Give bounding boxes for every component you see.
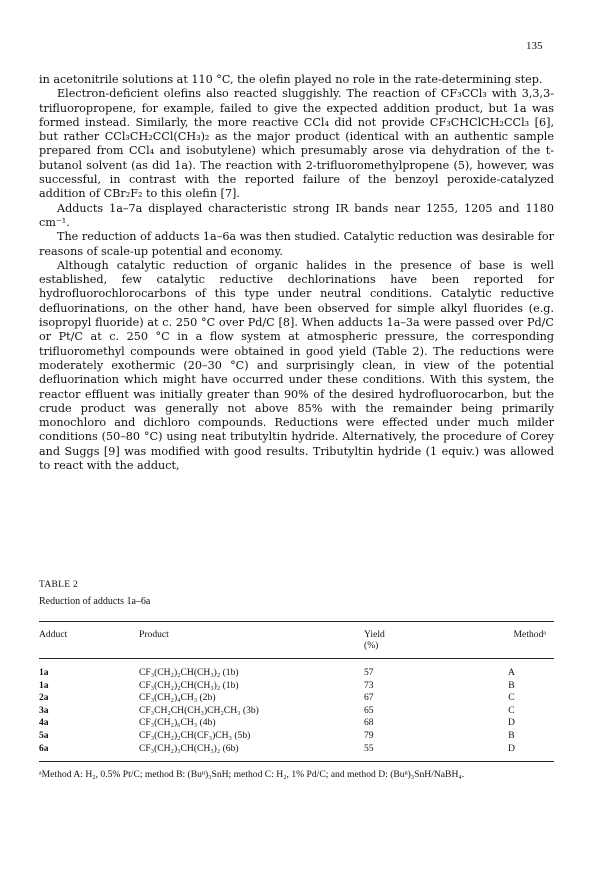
reduction-table: [39, 621, 554, 762]
table-row: [39, 705, 554, 718]
paragraph: Electron-deficient olefins also reacted sluggishly. The reaction of CF₃CCl₃ with 3,3,3-trifluoropropene, for example, failed to give the expected addition product, but 1a was formed instead. Similarly, the more reactive CCl₄ did not provide CF₃CHClCH₂CCl₃ [6], but rather CCl₃CH₂CCl(CH₃)₂ as the major product (identical with an authentic sample prepared from CCl₄ and isobutylene) which presumably arose via dehydration of the t-butanol solvent (as did 1a). The reaction with 2-trifluoromethylpropene (5), however, was successful, in contrast with the reported failure of the benzoyl peroxide-catalyzed addition of CBr₂F₂ to this olefin [7].: [39, 87, 554, 201]
paragraph: Adducts 1a–7a displayed characteristic strong IR bands near 1255, 1205 and 1180 cm⁻¹.: [39, 201, 554, 229]
cell-product: CF₃CH₂CH(CH₃)CH₂CH₃ (3b): [139, 704, 259, 716]
table-footnote: ᵃMethod A: H₂, 0.5% Pt/C; method B: (Buⁿ)₃SnH; method C: H₂, 1% Pd/C; and method D: (Buⁿ)₃SnH/NaBH₄.: [39, 769, 465, 781]
cell-method: B: [508, 679, 515, 691]
cell-adduct: 2a: [39, 692, 49, 704]
cell-product: CF₃(CH₂)₂CH(CH₃)₂ (1b): [139, 679, 239, 691]
body-text: [39, 73, 554, 473]
header-yield-label: Yield: [364, 629, 385, 640]
cell-product: CF₃(CH₂)₂CH(CF₃)CH₃ (5b): [139, 729, 251, 741]
cell-adduct: 1a: [39, 679, 49, 691]
table-row: [39, 659, 554, 680]
cell-yield: 65: [364, 704, 374, 716]
cell-method: B: [508, 729, 515, 741]
paragraph: in acetonitrile solutions at 110 °C, the olefin played no role in the rate-determining step.: [39, 73, 543, 86]
cell-adduct: 1a: [39, 667, 49, 678]
table-row: [39, 717, 554, 730]
cell-yield: 73: [364, 679, 374, 691]
cell-adduct: 5a: [39, 729, 49, 741]
cell-adduct: 4a: [39, 717, 49, 729]
cell-yield: 68: [364, 717, 374, 729]
paragraph: The reduction of adducts 1a–6a was then studied. Catalytic reduction was desirable for reasons of scale-up potential and economy.: [39, 230, 554, 258]
cell-yield: 67: [364, 692, 374, 704]
table-row: [39, 692, 554, 705]
cell-product: CF₃(CH₂)₃CH(CH₃)₂ (6b): [139, 742, 239, 754]
page-number: 135: [526, 40, 543, 52]
cell-method: A: [508, 667, 515, 678]
cell-yield: 79: [364, 729, 374, 741]
header-yield: [364, 622, 469, 659]
table-header-row: [39, 622, 554, 659]
table-row: [39, 730, 554, 743]
paragraph: Although catalytic reduction of organic halides in the presence of base is well established, few catalytic reductive dechlorinations have been reported for hydrofluorochlorocarbons of this type under neutral conditions. Catalytic reductive defluorinations, on the other hand, have been observed for simple alkyl fluorides (e.g. isopropyl fluoride) at c. 250 °C over Pd/C [8]. When adducts 1a–3a were passed over Pd/C or Pt/C at c. 250 °C in a flow system at atmospheric pressure, the corresponding trifluoromethyl compounds were obtained in good yield (Table 2). The reductions were moderately exothermic (20–30 °C) and surprisingly clean, in view of the potential defluorination which might have occurred under these conditions. With this system, the reactor effluent was initially greater than 90% of the desired hydrofluorocarbon, but the crude product was generally not above 85% with the remainder being primarily monochloro and dichloro compounds. Reductions were effected under much milder conditions (50–80 °C) using neat tributyltin hydride. Alternatively, the procedure of Corey and Suggs [9] was modified with good results. Tributyltin hydride (1 equiv.) was allowed to react with the adduct,: [39, 258, 554, 473]
table-title: Reduction of adducts 1a–6a: [39, 596, 151, 607]
cell-yield: 57: [364, 667, 374, 678]
cell-method: C: [508, 692, 515, 704]
header-product: Product: [139, 629, 169, 640]
cell-yield: 55: [364, 742, 374, 754]
table-label: TABLE 2: [39, 580, 79, 590]
cell-product: CF₃(CH₂)₆CH₃ (4b): [139, 717, 216, 729]
header-adduct: Adduct: [39, 629, 68, 640]
cell-product: CF₃(CH₂)₄CH₃ (2b): [139, 692, 216, 704]
cell-method: D: [508, 717, 515, 729]
cell-adduct: 6a: [39, 742, 49, 754]
table-2: [39, 580, 554, 781]
cell-method: D: [508, 742, 515, 754]
cell-method: C: [508, 704, 515, 716]
cell-product: CF₃(CH₂)₂CH(CH₃)₂ (1b): [139, 667, 239, 678]
header-yield-unit: (%): [364, 640, 379, 651]
table-row: [39, 680, 554, 693]
table-row: [39, 743, 554, 762]
cell-adduct: 3a: [39, 704, 49, 716]
header-method: Methodᵃ: [513, 629, 546, 640]
